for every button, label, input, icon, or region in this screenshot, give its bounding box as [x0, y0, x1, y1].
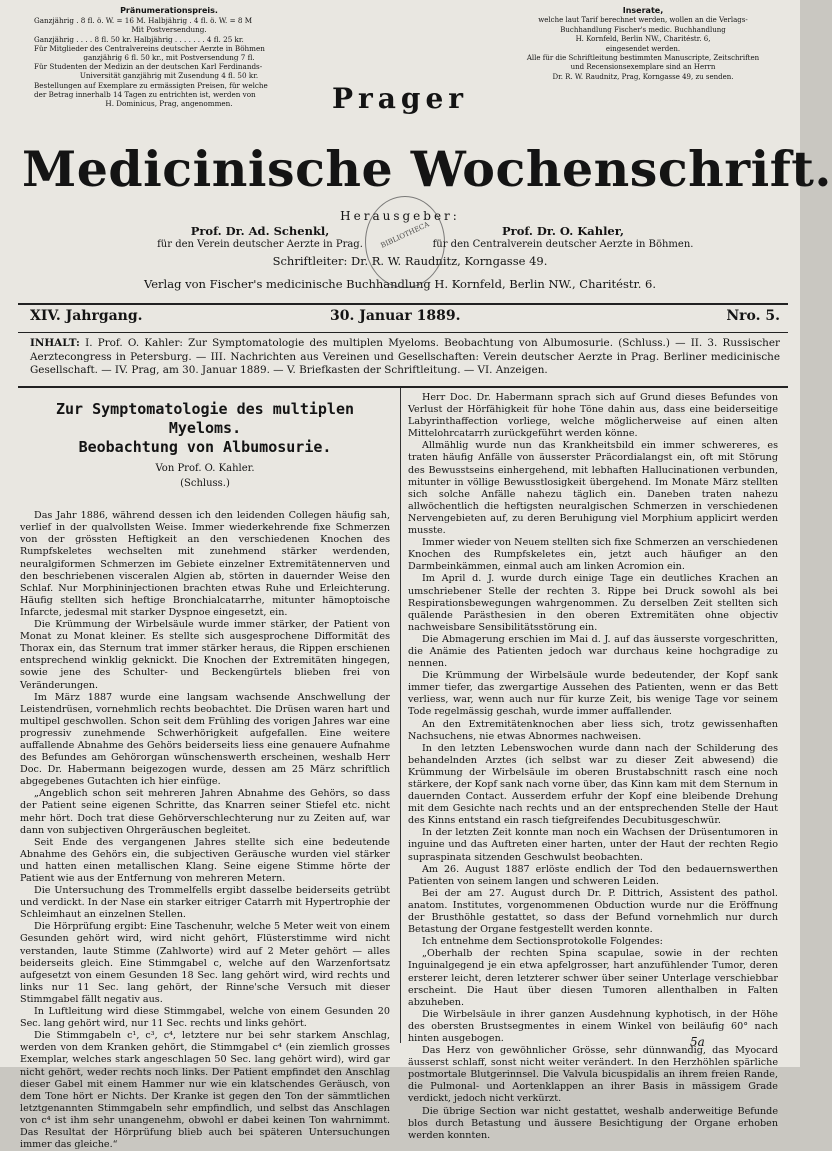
- issue-volume: XIV. Jahrgang.: [30, 308, 143, 324]
- article-paragraph: Die übrige Section war nicht gestattet, weshalb anderweitige Befunde blos durch Betastung und äussere Besichtigung der Organe erhoben werden konnten.: [408, 1105, 778, 1141]
- subscription-line: Ganzjährig . . . . 8 fl. 50 kr. Halbjährig . . . . . . . 4 fl. 25 kr.: [34, 34, 244, 44]
- table-of-contents: [30, 337, 780, 378]
- library-stamp-text: BIBLIOTHECA: [379, 220, 431, 250]
- editor-name: Prof. Dr. O. Kahler,: [502, 224, 624, 238]
- article-title-line: Beobachtung von Albumosurie.: [78, 438, 332, 456]
- article-right-column: [408, 392, 778, 1142]
- subscription-line: der Betrag innerhalb 14 Tagen zu entrichten ist, werden von: [34, 89, 256, 99]
- article-paragraph: Die Krümmung der Wirbelsäule wurde immer stärker, der Patient von Monat zu Monat kleiner. Es stellte sich ausgesprochene Difformität des Thorax ein, das Sternum trat immer stärker heraus, die Rippen erschienen entsprechend winklig geknickt. Die Knochen der Extremitäten hingegen, sowie jene des Schulter- und Beckengürtels blieben frei von Veränderungen.: [20, 619, 390, 691]
- column-divider: [400, 388, 401, 1043]
- article-paragraph: Die Stimmgabeln c¹, c³, c⁴, letztere nur bei sehr starkem Anschlag, werden von dem Kranken gehört, die Stimmgabel c⁴ (ein ziemlich grosses Exemplar, welches stark angeschlagen 50 Sec. lang gehört wird), wird gar nicht gehört, weder rechts noch links. Der Patient empfindet den Anschlag dieser Gabel mit einem Hammer nur wie ein klatschendes Geräusch, von dem Tone hört er Nichts. Der Kranke ist gegen den Ton der sämmtlichen letztgenannten Stimmgabeln sehr empfindlich, und selbst das Anschlagen von c⁴ ist ihm sehr unangenehm, obwohl er dabei keinen Ton wahrnimmt. Das Resultat der Hörprüfung blieb auch bei späteren Untersuchungen immer das gleiche.“: [20, 1030, 390, 1151]
- advertisement-line: Alle für die Schriftleitung bestimmten Manuscripte, Zeitschriften: [526, 54, 760, 63]
- article-paragraph: Die Abmagerung erschien im Mai d. J. auf das äusserste vorgeschritten, die Anämie des Patienten jedoch war durchaus keine hochgradige zu nennen.: [408, 633, 778, 670]
- subscription-line: Bestellungen auf Exemplare zu ermässigten Preisen, für welche: [34, 80, 268, 90]
- advertisement-line: welche laut Tarif berechnet werden, wollen an die Verlags-: [538, 16, 748, 25]
- article-paragraph: Die Krümmung der Wirbelsäule wurde bedeutender, der Kopf sank immer tiefer, das zwergartige Aussehen des Patienten, wenn er das Bett verliess, war, wenn auch nur für kurze Zeit, bis wenige Tage vor seinem Tode regelmässig geschah, wurde immer auffallender.: [408, 670, 778, 718]
- editor-schenkl: [130, 224, 390, 252]
- issue-number: Nro. 5.: [726, 308, 780, 324]
- advertisement-line: und Recensionsexemplare sind an Herrn: [570, 63, 716, 72]
- contents-label: INHALT:: [30, 337, 80, 349]
- article-title-line: Zur Symptomatologie des multiplen Myeloms.: [55, 400, 354, 437]
- subscription-line: ganzjährig 6 fl. 50 kr., mit Postversendung 7 fl.: [83, 53, 255, 63]
- article-paragraph: In Luftleitung wird diese Stimmgabel, welche von einem Gesunden 20 Sec. lang gehört wird, nur 11 Sec. rechts und links gehört.: [20, 1006, 390, 1030]
- article-paragraph: Die Wirbelsäule in ihrer ganzen Ausdehnung kyphotisch, in der Höhe des obersten Brustsegmentes in einem Winkel von beiläufig 60° nach hinten ausgebogen.: [408, 1008, 778, 1044]
- subscription-line: Für Mitglieder des Centralvereins deutscher Aerzte in Böhmen: [34, 43, 265, 53]
- article-paragraph: Immer wieder von Neuem stellten sich fixe Schmerzen an verschiedenen Knochen des Rumpfskeletes ein, jetzt auch häufiger an den Darmbeinkämmen, einmal auch am linken Acromion ein.: [408, 537, 778, 573]
- schriftleiter-line: Schriftleiter: Dr. R. W. Raudnitz, Korngasse 49.: [272, 254, 548, 268]
- article-paragraph: Bei der am 27. August durch Dr. P. Dittrich, Assistent des pathol. anatom. Institutes, vorgenommenen Obduction wurde nur die Eröffnung der Brusthöhle gestattet, so dass der Befund vornehmlich nur durch Betastung der Organe festgestellt werden konnte.: [408, 887, 778, 936]
- article-paragraph: Das Jahr 1886, während dessen ich den leidenden Collegen häufig sah, verlief in der qualvollsten Weise. Immer wiederkehrende fixe Schmerzen von der grössten Heftigkeit an den verschiedenen Knochen des Rumpfskeletes wechselten mit zunehmend stärker werdenden, neuralgiformen Schmerzen im Gebiete einzelner Extremitätennerven und den beschriebenen visceralen Algien ab, störten in dauernder Weise den Schlaf. Nur Morphininjectionen brachten etwas Ruhe und Erleichterung. Häufig stellten sich heftige Bronchialcatarrhe, mitunter hämoptoische Infarcte, jedesmal mit starker Dyspnoe eingesetzt, ein.: [20, 510, 390, 618]
- advertisement-line: eingesendet werden.: [605, 44, 681, 53]
- rule-issue: [18, 332, 788, 333]
- advertisement-line: Buchhandlung Fischer's medic. Buchhandlung: [560, 25, 726, 34]
- article-paragraph: Die Hörprüfung ergibt: Eine Taschenuhr, welche 5 Meter weit von einem Gesunden gehört wird, wird nicht gehört, Flüsterstimme wird nicht verstanden, laute Stimme (Zahlworte) wird auf 2 Meter gehört — alles beiderseits gleich. Eine Stimmgabel c, welche auf den Warzenfortsatz aufgesetzt von einem Gesunden 18 Sec. lang gehört wird, wird rechts und links nur 11 Sec. lang gehört, der Rinne'sche Versuch mit dieser Stimmgabel fällt negativ aus.: [20, 921, 390, 1005]
- article-paragraph: Allmählig wurde nun das Krankheitsbild ein immer schwereres, es traten häufig Anfälle von äusserster Präcordialangst ein, oft mit Störung des Bewusstseins einhergehend, mit lebhaften Hallucinationen verbunden, mitunter in völlige Bewusstlosigkeit übergehend. Im Monate März stellten sich solche Anfälle nahezu täglich ein. Daneben traten nahezu allwöchentlich die heftigsten neuralgischen Schmerzen in verschiedenen Nervengebieten auf, zu deren Beruhigung viel Morphium applicirt werden musste.: [408, 440, 778, 537]
- article-title: [20, 400, 390, 457]
- contents-text: I. Prof. O. Kahler: Zur Symptomatologie des multiplen Myeloms. Beobachtung von Albumosurie. (Schluss.) — II. 3. Russischer Aerztecongress in Petersburg. — III. Nachrichten aus Vereinen und Gesellschaften: Verein deutscher Aerzte in Prag. Berliner medicinische Gesellschaft. — IV. Prag, am 30. Januar 1889. — V. Briefkasten der Schriftleitung. — VI. Anzeigen.: [30, 337, 780, 376]
- subscription-line: Mit Postversendung.: [131, 25, 207, 35]
- article-paragraph: Ich entnehme dem Sectionsprotokolle Folgendes:: [422, 936, 663, 948]
- masthead-prager: Prager: [331, 82, 469, 115]
- editor-affiliation: für den Verein deutscher Aerzte in Prag.: [157, 239, 363, 250]
- subscription-line: H. Dominicus, Prag, angenommen.: [105, 99, 233, 109]
- editor-name: Prof. Dr. Ad. Schenkl,: [190, 224, 330, 238]
- advertisement-line: H. Kornfeld, Berlin NW., Charitéstr. 6,: [575, 35, 711, 44]
- article-paragraph: Herr Doc. Dr. Habermann sprach sich auf Grund dieses Befundes von Verlust der Hörfähigkeit für hohe Töne dahin aus, dass eine beiderseitige Labyrinthaffection vorliege, welche möglicherweise auf einen alten Mittelohrcatarrh zurückgeführt werden könne.: [408, 392, 778, 440]
- article-paragraph: Im April d. J. wurde durch einige Tage ein deutliches Krachen an umschriebener Stelle der rechten 3. Rippe bei Druck sowohl als bei Respirationsbewegungen wahrgenommen. Zu derselben Zeit stellten sich quälende Parästhesien in den oberen Extremitäten ohne objectiv nachweisbare Sensibilitätsstörung ein.: [408, 573, 778, 633]
- article-paragraph: In den letzten Lebenswochen wurde dann nach der Schilderung des behandelnden Arztes (ich selbst war zu dieser Zeit abwesend) die Krümmung der Wirbelsäule im oberen Brustabschnitt rasch eine noch stärkere, der Kopf sank nach vorne über, das Kinn kam mit dem Sternum in dauernden Contact. Ausserdem erfuhr der Kopf eine bleibende Drehung mit dem Gesichte nach rechts und an der entsprechenden Stelle der Haut des Kinns entstand ein rasch tiefgreifendes Decubitusgeschwür.: [408, 742, 778, 827]
- article-author: Von Prof. O. Kahler.: [155, 463, 255, 474]
- subscription-price-box: [34, 6, 304, 108]
- subscription-line: Universität ganzjährig mit Zusendung 4 fl. 50 kr.: [79, 71, 259, 81]
- advertisement-line: Dr. R. W. Raudnitz, Prag, Korngasse 49, zu senden.: [552, 72, 734, 81]
- article-paragraph: Am 26. August 1887 erlöste endlich der Tod den bedauernswerthen Patienten von seinem langen und schweren Leiden.: [408, 863, 778, 887]
- article-left-column: [20, 392, 390, 1151]
- article-paragraph: Die Untersuchung des Trommelfells ergibt dasselbe beiderseits getrübt und verdickt. In der Nase ein starker eitriger Catarrh mit Hypertrophie der Schleimhaut an einzelnen Stellen.: [20, 885, 390, 921]
- article-paragraph: In der letzten Zeit konnte man noch ein Wachsen der Drüsentumoren in inguine und das Auftreten einer harten, unter der Haut der rechten Regio supraspinata sitzenden Geschwulst beobachten.: [408, 827, 778, 863]
- article-paragraph: Das Herz von gewöhnlicher Grösse, sehr dünnwandig, das Myocard äusserst schlaff, sonst nicht weiter verändert. In den Herzhöhlen spärliche postmortale Blutgerinnsel. Die Valvula bicuspidalis an ihrem freien Rande, die Pulmonal- und Aortenklappen an ihrer Basis in mässigem Grade verdickt, jedoch nicht verkürzt.: [408, 1045, 778, 1105]
- advertisement-heading: Inserate,: [622, 6, 664, 15]
- herausgeber-label: Herausgeber:: [340, 209, 460, 223]
- article-schluss: (Schluss.): [180, 478, 230, 490]
- editor-affiliation: für den Centralverein deutscher Aerzte in Böhmen.: [432, 239, 694, 250]
- article-paragraph: Im März 1887 wurde eine langsam wachsende Anschwellung der Leistendrüsen, vornehmlich rechts beobachtet. Die Drüsen waren hart und multipel geschwollen. Schon seit dem Frühling des vorigen Jahres war eine progressiv zunehmende Schwerhörigkeit aufgefallen. Eine weitere auffallende Abnahme des Gehörs beiderseits liess eine genauere Aufnahme des Befundes am Gehörorgan wünschenswerth erscheinen, weshalb Herr Doc. Dr. Habermann beigezogen wurde, dessen am 25 März schriftlich abgegebenes Gutachten ich hier einfüge.: [20, 691, 390, 788]
- subscription-heading: Pränumerationspreis.: [120, 6, 218, 15]
- article-paragraph: „Angeblich schon seit mehreren Jahren Abnahme des Gehörs, so dass der Patient seine eigenen Schritte, das Knarren seiner Stiefel etc. nicht mehr hört. Doch trat diese Gehörverschlechterung nur zu Zeiten auf, war dann von subjectiven Ohrgeräuschen begleitet.: [20, 788, 390, 836]
- verlag-line: Verlag von Fischer's medicinische Buchhandlung H. Kornfeld, Berlin NW., Charitéstr. 6.: [144, 277, 656, 291]
- issue-date: 30. Januar 1889.: [330, 308, 461, 324]
- article-paragraph: Seit Ende des vergangenen Jahres stellte sich eine bedeutende Abnahme des Gehörs ein, die subjectiven Geräusche wurden viel stärker und hatten einen metallischen Klang. Seine eigene Stimme hörte der Patient wie aus der Entfernung von mehreren Metern.: [20, 836, 390, 884]
- article-paragraph: An den Extremitätenknochen aber liess sich, trotz gewissenhaften Nachsuchens, nie etwas Abnormes nachweisen.: [408, 718, 778, 742]
- page-number: 5a: [690, 1035, 705, 1049]
- rule-contents: [18, 386, 788, 388]
- editor-kahler: [418, 224, 708, 252]
- advertisement-info-box: [498, 6, 788, 82]
- article-paragraph: „Oberhalb der rechten Spina scapulae, sowie in der rechten Inguinalgegend je ein etwa apfelgrosser, hart anzufühlender Tumor, deren ersterer leicht, deren letzterer schwer über seiner Unterlage verschiebbar erscheint. Die Haut über diesen Tumoren allenthalben in Falten abzuheben.: [408, 948, 778, 1008]
- subscription-line: Für Studenten der Medizin an der deutschen Karl Ferdinands-: [34, 62, 263, 72]
- rule-top: [18, 303, 788, 305]
- subscription-line: Ganzjährig . 8 fl. ö. W. = 16 M. Halbjährig . 4 fl. ö. W. = 8 M: [34, 16, 253, 26]
- masthead-title: Medicinische Wochenschrift.: [22, 140, 832, 198]
